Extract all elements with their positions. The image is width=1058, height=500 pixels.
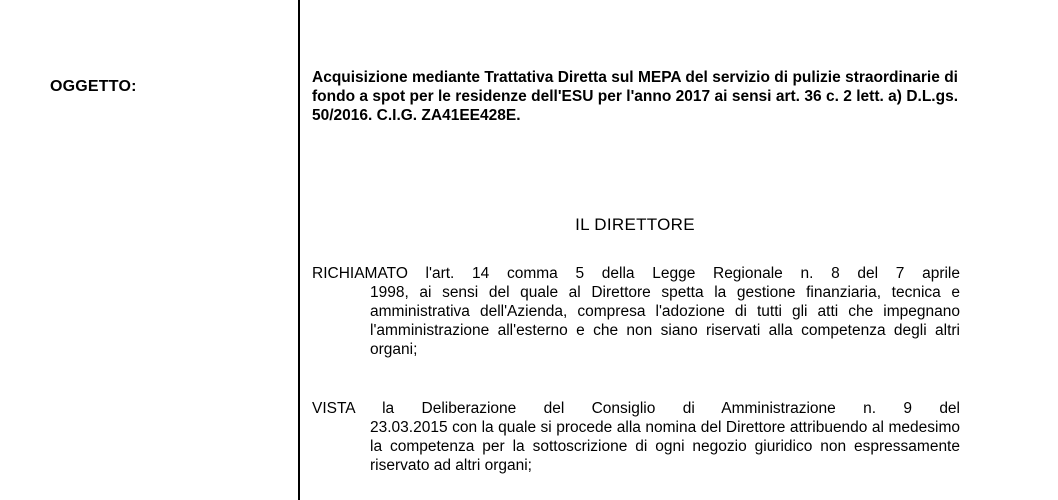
section-heading: IL DIRETTORE [575,215,695,234]
column-divider [298,0,300,500]
paragraph-first-line: RICHIAMATO l'art. 14 comma 5 della Legge Regionale n. 8 del 7 aprile [312,265,960,282]
subject-text: Acquisizione mediante Trattativa Diretta sul MEPA del servizio di pulizie straordinarie di fondo a spot per le residenze dell'ESU per l'anno 2017 ai sensi art. 36 c. 2 lett. a) D.L.gs. 50/2016. C.I.G. ZA41EE428E. [312,69,958,124]
paragraph-body: 1998, ai sensi del quale al Direttore spetta la gestione finanziaria, tecnica e amministrativa dell'Azienda, compresa l'adozione di tutti gli atti che impegnano l'amministrazione all'esterno e che non siano riservati alla competenza degli altri organi; [370,284,960,358]
paragraph-body: 23.03.2015 con la quale si procede alla nomina del Direttore attribuendo al medesimo la competenza per la sottoscrizione di ogni negozio giuridico non espressamente riservato ad altri organi; [370,419,960,474]
paragraph-richiamato [312,264,960,359]
subject-label: OGGETTO: [50,78,137,95]
paragraph-first-line: VISTA la Deliberazione del Consiglio di Amministrazione n. 9 del [312,400,960,417]
paragraph-vista [312,399,960,475]
